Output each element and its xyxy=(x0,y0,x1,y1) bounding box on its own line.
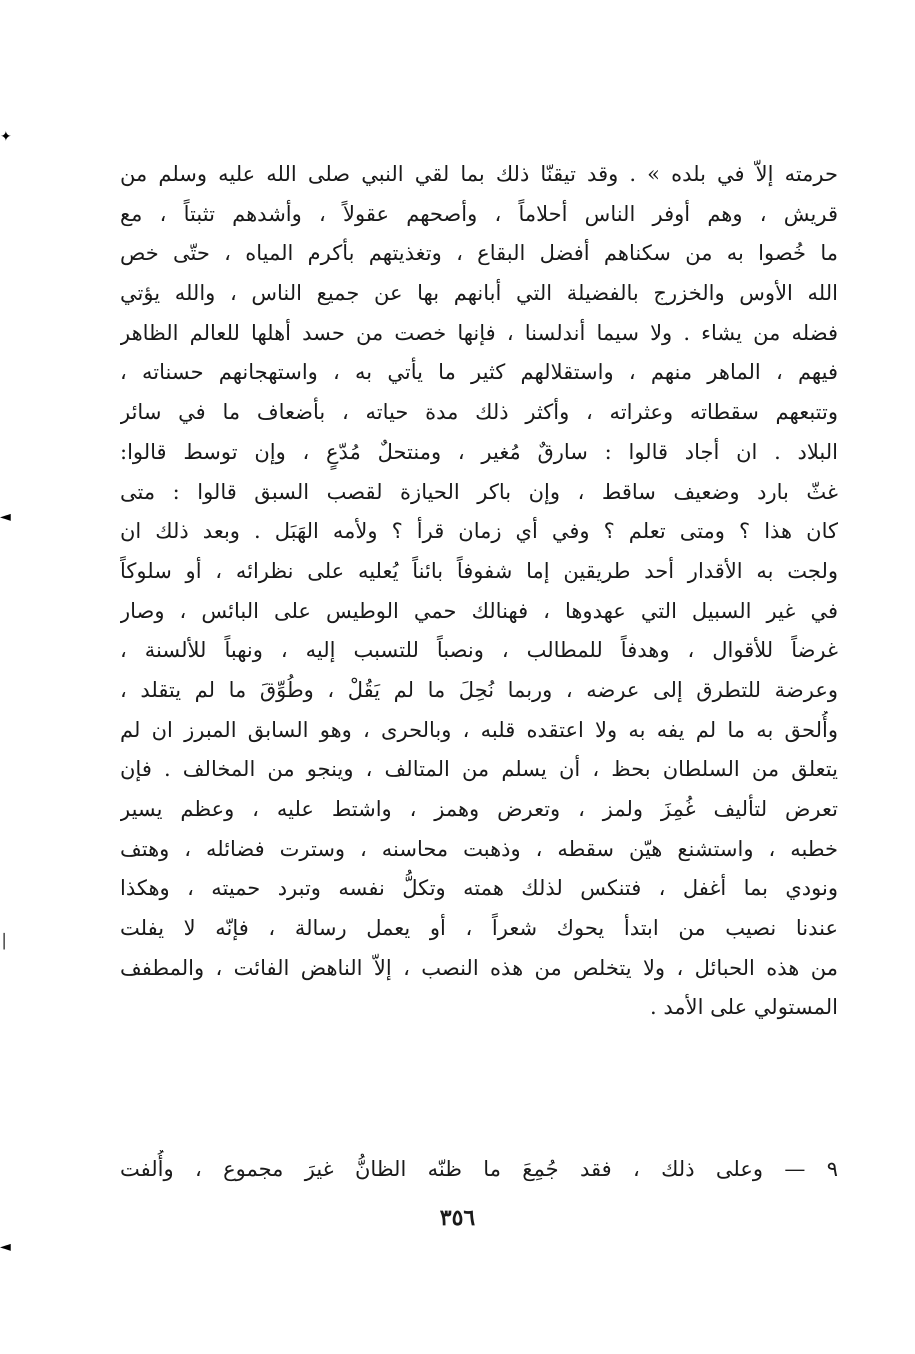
text-line: عندنا نصيب من ابتدأ يحوك شعراً ، أو يعمل رسالة ، فإنّه لا يفلت xyxy=(120,916,838,941)
text-line: حرمته إلاّ في بلده » . وقد تيقنّا ذلك بما لقي النبي صلى الله عليه وسلم من xyxy=(120,162,838,186)
next-paragraph xyxy=(120,1150,838,1190)
text-line: تعرض لتأليف غُمِزَ ولمز ، وتعرض وهمز ، واشتط عليه ، وعظم يسير xyxy=(120,797,838,821)
text-line: ونودي بما أغفل ، فتنكس لذلك همته وتكلُّ نفسه وتبرد حميته ، وهكذا xyxy=(120,876,838,901)
text-line: فضله من يشاء . ولا سيما أندلسنا ، فإنها خصت من حسد أهلها للعالم الظاهر xyxy=(120,320,838,345)
text-line: غثّ بارد وضعيف ساقط ، وإن باكر الحيازة لقصب السبق قالوا : متى xyxy=(120,479,838,504)
text-line: فيهم ، الماهر منهم ، واستقلالهم كثير ما يأتي به ، واستهجانهم حسناته ، xyxy=(120,360,838,385)
scan-edge-mark: ◄ xyxy=(0,509,11,525)
text-line: من هذه الحبائل ، ولا يتخلص من هذه النصب ، إلاّ الناهض الفائت ، والمطفف xyxy=(120,955,838,980)
text-line: قريش ، وهم أوفر الناس أحلاماً ، وأصحهم عقولاً ، وأشدهم تثبتاً ، مع xyxy=(120,201,838,226)
page-number: ٣٥٦ xyxy=(439,1205,476,1231)
text-line: ولجت به الأقدار أحد طريقين إما شفوفاً بائناً يُعليه على نظرائه ، أو سلوكاً xyxy=(120,558,838,583)
text-line: وتتبعهم سقطاته وعثراته ، وأكثر ذلك مدة حياته ، بأضعاف ما في سائر xyxy=(120,400,838,425)
scan-edge-mark: ✦ xyxy=(0,129,12,145)
text-line: في غير السبيل التي عهدوها ، فهنالك حمي الوطيس على البائس ، وصار xyxy=(120,598,838,623)
text-line: يتعلق من السلطان بحظ ، أن يسلم من المتالف ، وينجو من المخالف . فإن xyxy=(120,757,838,782)
text-line: البلاد . ان أجاد قالوا : سارقٌ مُغير ، ومنتحلٌ مُدّعٍ ، وإن توسط قالوا: xyxy=(120,439,838,464)
text-line: غرضاً للأقوال ، وهدفاً للمطالب ، ونصباً للتسبب إليه ، ونهباً للألسنة ، xyxy=(120,638,838,663)
body-text xyxy=(120,155,838,1028)
text-line: ما خُصوا به من سكناهم أفضل البقاع ، وتغذيتهم بأكرم المياه ، حتّى خص xyxy=(120,241,838,266)
numbered-paragraph-start: ٩ — وعلى ذلك ، فقد جُمِعَ ما ظنّه الظانُّ غيرَ مجموع ، وأُلفت xyxy=(120,1157,838,1181)
text-line: كان هذا ؟ ومتى تعلم ؟ وفي أي زمان قرأ ؟ ولأمه الهَبَل . وبعد ذلك ان xyxy=(120,519,838,544)
text-line: الله الأوس والخزرج بالفضيلة التي أبانهم بها عن جميع الناس ، والله يؤتي xyxy=(120,281,838,306)
scan-edge-mark: │ xyxy=(0,934,9,950)
text-line: خطبه ، واستشنع هيّن سقطه ، وذهبت محاسنه ، وسترت فضائله ، وهتف xyxy=(120,836,838,861)
text-line: وعرضة للتطرق إلى عرضه ، وربما نُحِلَ ما لم يَقُلْ ، وطُوِّقَ ما لم يتقلد ، xyxy=(120,677,838,702)
text-line-paragraph-end: المستولي على الأمد . xyxy=(650,995,838,1020)
scan-edge-mark: ◄ xyxy=(0,1239,11,1255)
text-line: وأُلحق به ما لم يفه به ولا اعتقده قلبه ، وبالحرى ، وهو السابق المبرز ان لم xyxy=(120,717,838,742)
